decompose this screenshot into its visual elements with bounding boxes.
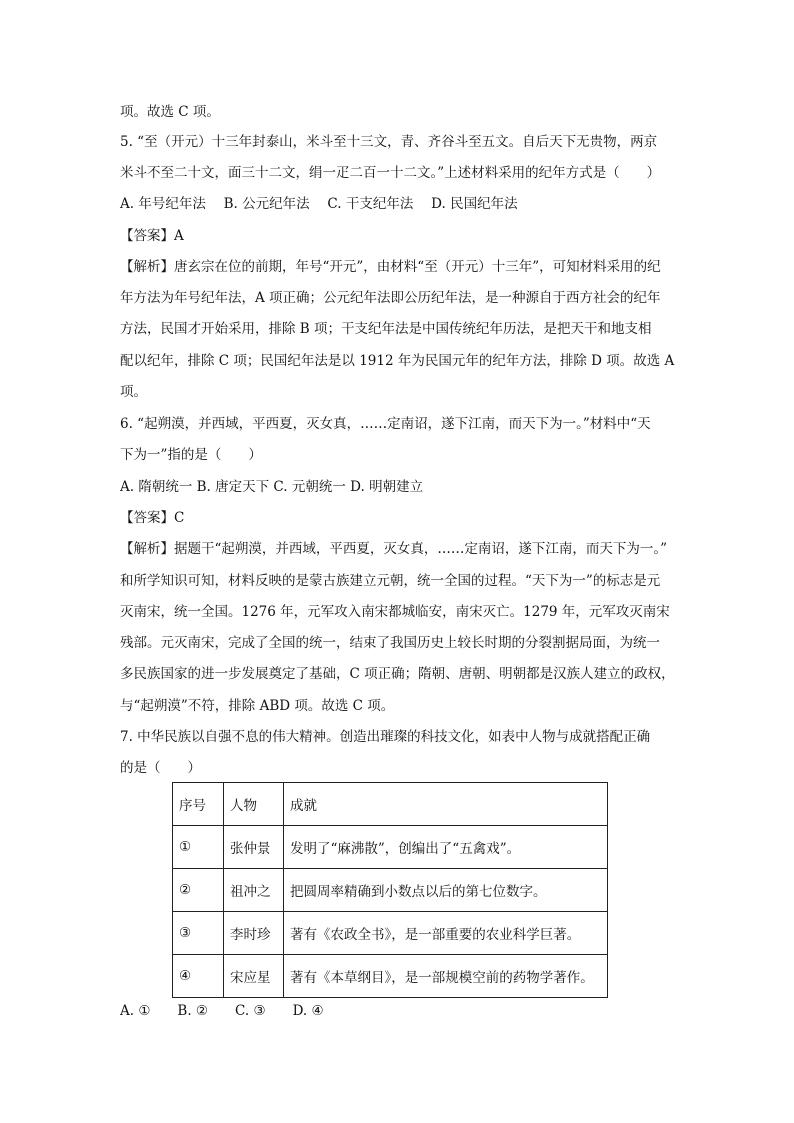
table-header-cell: 人物 bbox=[224, 783, 284, 826]
question-5-stem: 5. “至（开元）十三年封泰山，米斗至十三文，青、齐谷斗至五文。自后天下无贵物，两京 bbox=[120, 134, 658, 150]
question-7-stem: 7. 中华民族以自强不息的伟大精神。创造出璀璨的科技文化，如表中人物与成就搭配正确 bbox=[120, 729, 651, 745]
question-5-analysis: 年方法为年号纪年法，A 项正确；公元纪年法即公历纪年法，是一种源自于西方社会的纪年 bbox=[120, 290, 661, 306]
question-5-analysis: 配以纪年，排除 C 项；民国纪年法是以 1912 年为民国元年的纪年方法，排除 D 项。故选 A bbox=[120, 353, 675, 369]
question-5-analysis: 【解析】唐玄宗在位的前期，年号“开元”，由材料“至（开元）十三年”，可知材料采用的纪 bbox=[120, 259, 661, 275]
question-7-stem: 的是（ ） bbox=[120, 760, 201, 776]
table-cell: 著有《本草纲目》，是一部规模空前的药物学著作。 bbox=[284, 955, 608, 998]
question-6-analysis: 灭南宋，统一全国。1276 年，元军攻入南宋都城临安，南宋灭亡。1279 年，元军攻灭南宋 bbox=[120, 604, 670, 620]
table-cell: 宋应星 bbox=[224, 955, 284, 998]
question-5-analysis: 项。 bbox=[120, 384, 147, 400]
table-cell: ② bbox=[173, 869, 224, 912]
question-5-analysis: 方法，民国才开始采用，排除 B 项；干支纪年法是中国传统纪年历法，是把天干和地支相 bbox=[120, 321, 652, 337]
table-row bbox=[173, 912, 608, 955]
question-6-answer: 【答案】C bbox=[120, 510, 185, 526]
question-6-analysis: 多民族国家的进一步发展奠定了基础，C 项正确；隋朝、唐朝、明朝都是汉族人建立的政权， bbox=[120, 666, 675, 682]
achievements-table bbox=[172, 782, 608, 998]
table-header-row bbox=[173, 783, 608, 826]
table-cell: 张仲景 bbox=[224, 826, 284, 869]
table-row bbox=[173, 869, 608, 912]
question-5-answer: 【答案】A bbox=[120, 228, 184, 244]
table-cell: 发明了“麻沸散”，创编出了“五禽戏”。 bbox=[284, 826, 608, 869]
table-header-cell: 序号 bbox=[173, 783, 224, 826]
table-cell: 著有《农政全书》，是一部重要的农业科学巨著。 bbox=[284, 912, 608, 955]
question-7-options: A. ① B. ② C. ③ D. ④ bbox=[120, 1003, 324, 1019]
table-row bbox=[173, 955, 608, 998]
question-6-analysis: 【解析】据题干“起朔漠，并西域，平西夏，灭女真，……定南诏，遂下江南，而天下为一。” bbox=[120, 541, 668, 557]
text-line: 项。故选 C 项。 bbox=[120, 104, 220, 120]
question-5-options: A. 年号纪年法 B. 公元纪年法 C. 干支纪年法 D. 民国纪年法 bbox=[120, 196, 518, 212]
question-6-analysis: 残部。元灭南宋，完成了全国的统一，结束了我国历史上较长时期的分裂割据局面，为统一 bbox=[120, 635, 660, 651]
table-cell: 李时珍 bbox=[224, 912, 284, 955]
table-row bbox=[173, 826, 608, 869]
question-6-stem: 下为一”指的是（ ） bbox=[120, 447, 262, 463]
table-cell: ① bbox=[173, 826, 224, 869]
table-header-cell: 成就 bbox=[284, 783, 608, 826]
table-cell: 祖冲之 bbox=[224, 869, 284, 912]
table-cell: ③ bbox=[173, 912, 224, 955]
question-6-stem: 6. “起朔漠，并西域，平西夏，灭女真，……定南诏，遂下江南，而天下为一。”材料中“天 bbox=[120, 416, 651, 432]
question-5-stem: 米斗不至二十文，面三十二文，绢一疋二百一十二文。”上述材料采用的纪年方式是（ ） bbox=[120, 165, 661, 181]
question-6-analysis: 与“起朔漠”不符，排除 ABD 项。故选 C 项。 bbox=[120, 698, 395, 714]
table-cell: ④ bbox=[173, 955, 224, 998]
question-6-analysis: 和所学知识可知，材料反映的是蒙古族建立元朝，统一全国的过程。“天下为一”的标志是元 bbox=[120, 573, 661, 589]
table-cell: 把圆周率精确到小数点以后的第七位数字。 bbox=[284, 869, 608, 912]
question-6-options: A. 隋朝统一 B. 唐定天下 C. 元朝统一 D. 明朝建立 bbox=[120, 479, 424, 495]
